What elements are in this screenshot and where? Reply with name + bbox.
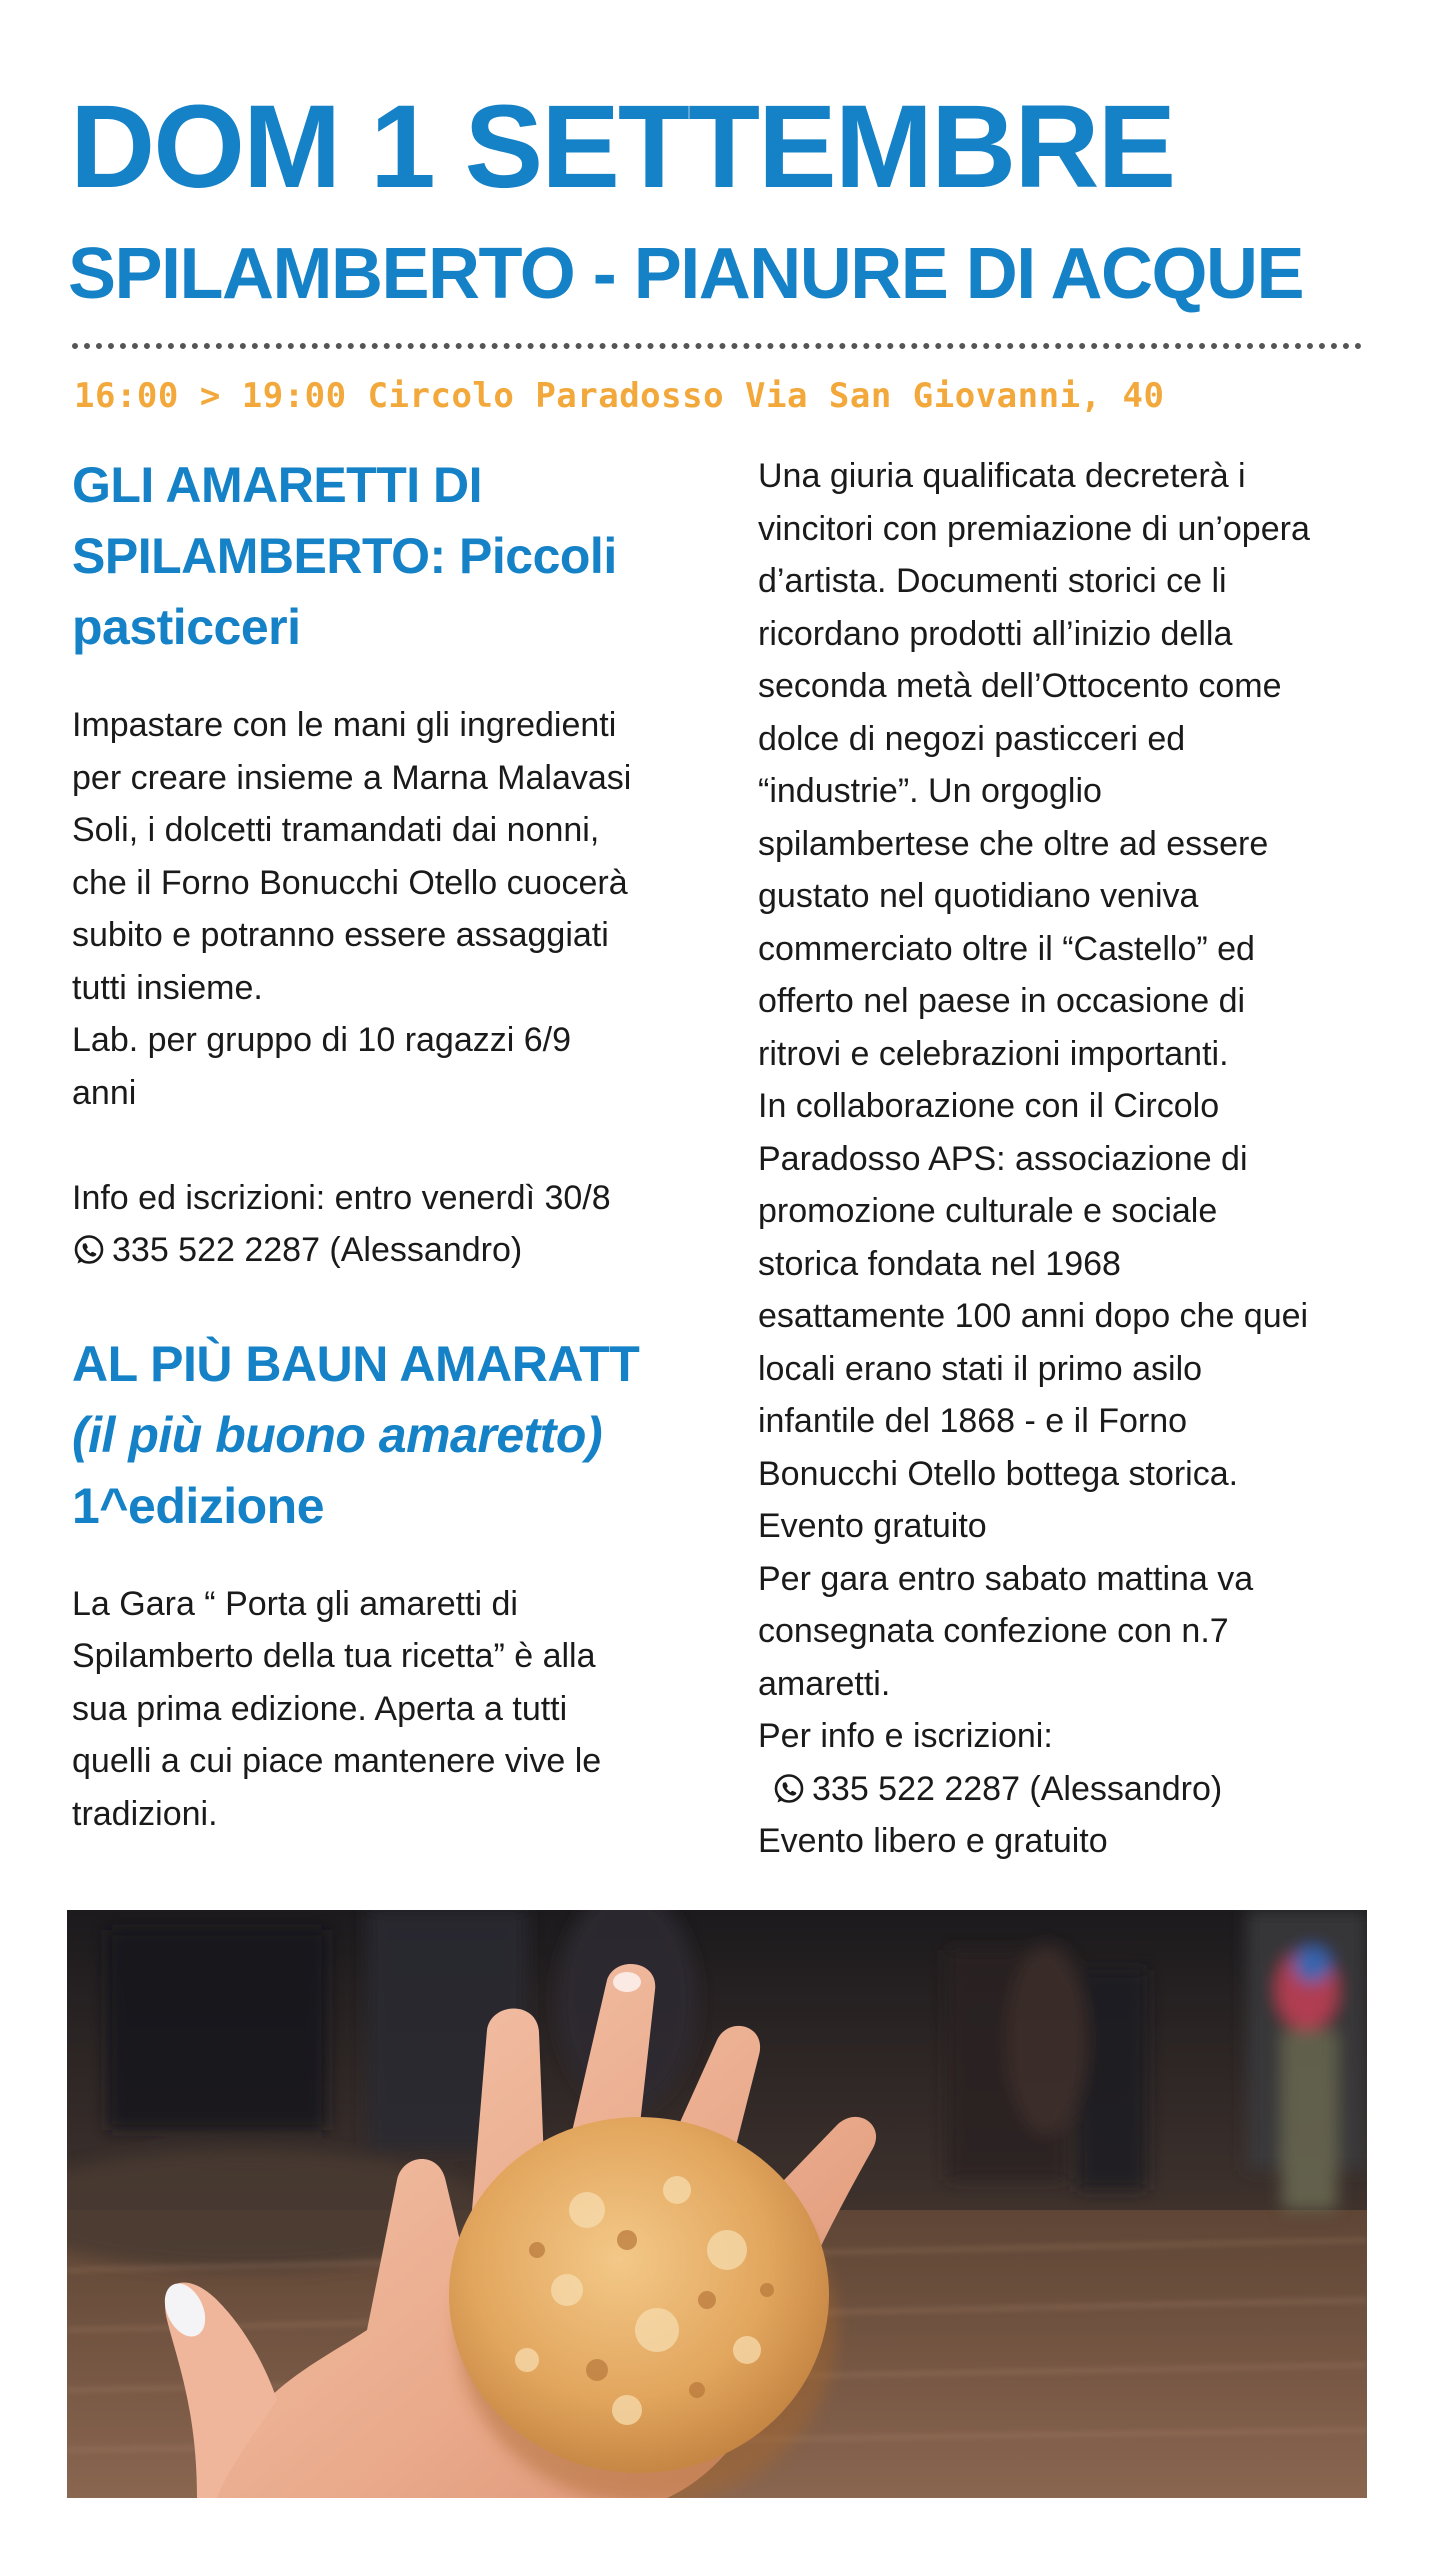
body-line: offerto nel paese in occasione di (758, 982, 1246, 1020)
body-line: Paradosso APS: associazione di (758, 1139, 1248, 1178)
body-line: Lab. per gruppo di 10 ragazzi 6/9 (72, 1021, 572, 1059)
section-heading-contest (72, 1329, 712, 1542)
body-line: La Gara “ Porta gli amaretti di (72, 1584, 518, 1623)
body-line: Una giuria qualificata decreterà i (758, 457, 1246, 495)
heading-line: SPILAMBERTO: Piccoli (72, 528, 617, 584)
body-line: commerciato oltre il “Castello” ed (758, 929, 1255, 968)
body-line: Per info e iscrizioni: (758, 1717, 1053, 1755)
contact-phone: 335 522 2287 (Alessandro) (812, 1769, 1223, 1808)
body-line: vincitori con premiazione di un’opera (758, 509, 1310, 548)
amaretto-in-hand-illustration (67, 1910, 1367, 2498)
info-line: Info ed iscrizioni: entro venerdì 30/8 (72, 1178, 611, 1217)
heading-line: pasticceri (72, 599, 301, 655)
body-line: dolce di negozi pasticceri ed (758, 719, 1186, 758)
whatsapp-icon (772, 1772, 806, 1806)
amaretto-photo (67, 1910, 1367, 2498)
body-line: gustato nel quotidiano veniva (758, 877, 1199, 915)
body-line: ritrovi e celebrazioni importanti. (758, 1034, 1229, 1073)
body-line: anni (72, 1073, 137, 1112)
body-line: Evento gratuito (758, 1507, 987, 1545)
schedule-line: 16:00 > 19:00 Circolo Paradosso Via San Giovanni, 40 (74, 376, 1165, 416)
body-line: storica fondata nel 1968 (758, 1244, 1121, 1283)
dotted-divider (72, 343, 1362, 349)
heading-line: GLI AMARETTI DI (72, 457, 483, 513)
body-line: consegnata confezione con n.7 (758, 1612, 1229, 1650)
body-line: Soli, i dolcetti tramandati dai nonni, (72, 811, 600, 849)
heading-line-italic: (il più buono amaretto) (72, 1406, 603, 1463)
body-line: Spilamberto della tua ricetta” è alla (72, 1637, 596, 1675)
body-line: amaretti. (758, 1664, 891, 1703)
body-line: quelli a cui piace mantenere vive le (72, 1742, 602, 1780)
body-line: ricordano prodotti all’inizio della (758, 614, 1233, 653)
section-heading-amaretti (72, 450, 712, 663)
body-line: che il Forno Bonucchi Otello cuocerà (72, 863, 628, 902)
body-line: Bonucchi Otello bottega storica. (758, 1454, 1239, 1493)
body-line: locali erano stati il primo asilo (758, 1349, 1203, 1388)
date-title: DOM 1 SETTEMBRE (70, 81, 1175, 213)
location-subtitle: SPILAMBERTO - PIANURE DI ACQUE (68, 234, 1304, 314)
whatsapp-icon (72, 1233, 106, 1267)
body-line: infantile del 1868 - e il Forno (758, 1402, 1188, 1440)
body-line: promozione culturale e sociale (758, 1192, 1218, 1230)
body-line: Per gara entro sabato mattina va (758, 1559, 1254, 1598)
body-line: In collaborazione con il Circolo (758, 1087, 1220, 1125)
contact-line[interactable] (72, 1224, 712, 1277)
heading-line: AL PIÙ BAUN AMARATT (72, 1335, 640, 1392)
section-body-contest (72, 1578, 712, 1841)
body-line: subito e potranno essere assaggiati (72, 916, 609, 954)
left-column (72, 450, 712, 1840)
body-line: tutti insieme. (72, 968, 263, 1007)
closing-line: Evento libero e gratuito (758, 1822, 1108, 1860)
body-line: Impastare con le mani gli ingredienti (72, 706, 617, 744)
heading-line: 1^edizione (72, 1477, 325, 1534)
contact-phone: 335 522 2287 (Alessandro) (112, 1231, 523, 1269)
section-body-amaretti (72, 699, 712, 1277)
body-line: sua prima edizione. Aperta a tutti (72, 1689, 568, 1728)
contact-line[interactable] (758, 1763, 1398, 1816)
right-column (758, 450, 1398, 1868)
body-line: spilambertese che oltre ad essere (758, 824, 1269, 863)
body-line: esattamente 100 anni dopo che quei (758, 1297, 1309, 1335)
body-line: d’artista. Documenti storici ce li (758, 562, 1227, 600)
right-column-body (758, 450, 1398, 1868)
body-line: seconda metà dell’Ottocento come (758, 667, 1282, 705)
body-line: tradizioni. (72, 1794, 218, 1833)
body-line: per creare insieme a Marna Malavasi (72, 758, 632, 797)
body-line: “industrie”. Un orgoglio (758, 772, 1102, 810)
